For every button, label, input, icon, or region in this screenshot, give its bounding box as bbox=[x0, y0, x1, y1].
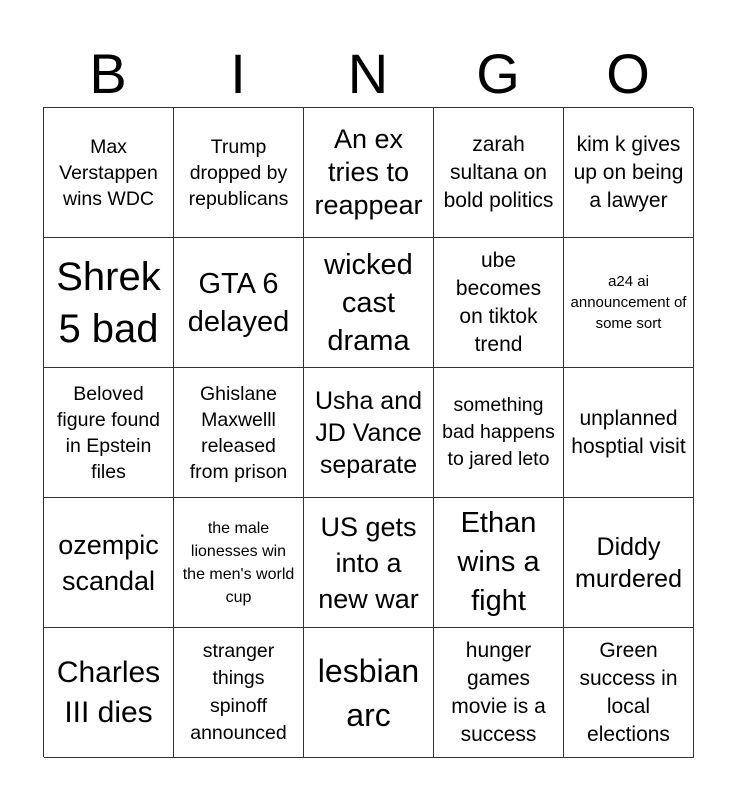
cell-text: wicked cast drama bbox=[324, 248, 413, 357]
bingo-cell-n5[interactable] bbox=[304, 628, 434, 758]
bingo-cell-n3[interactable] bbox=[304, 368, 434, 498]
cell-text: something bad happens to jared leto bbox=[442, 394, 555, 470]
bingo-cell-g4[interactable] bbox=[434, 498, 564, 628]
cell-text: Shrek 5 bad bbox=[56, 254, 161, 351]
bingo-cell-g3[interactable] bbox=[434, 368, 564, 498]
cell-text: Charles III dies bbox=[56, 655, 161, 729]
cell-text: Beloved figure found in Epstein files bbox=[57, 382, 160, 483]
header-letter-g: G bbox=[476, 42, 520, 105]
cell-text: unplanned hosptial visit bbox=[571, 406, 686, 458]
cell-text: Green success in local elections bbox=[579, 638, 678, 746]
bingo-cell-i1[interactable] bbox=[174, 108, 304, 238]
bingo-cell-b3[interactable] bbox=[44, 368, 174, 498]
cell-text: Max Verstappen wins WDC bbox=[59, 135, 158, 210]
cell-text: stranger things spinoff announced bbox=[190, 639, 287, 744]
bingo-cell-b5[interactable] bbox=[44, 628, 174, 758]
cell-text: lesbian arc bbox=[317, 652, 420, 733]
bingo-cell-g2[interactable] bbox=[434, 238, 564, 368]
cell-text: zarah sultana on bold politics bbox=[443, 132, 554, 212]
bingo-cell-o2[interactable] bbox=[564, 238, 694, 368]
bingo-cell-i5[interactable] bbox=[174, 628, 304, 758]
header-letter-n: N bbox=[347, 42, 389, 105]
cell-text: Ghislane Maxwelll released from prison bbox=[189, 382, 288, 483]
bingo-cell-g5[interactable] bbox=[434, 628, 564, 758]
bingo-cell-i3[interactable] bbox=[174, 368, 304, 498]
cell-text: ozempic scandal bbox=[58, 529, 159, 596]
header-letter-o: O bbox=[606, 42, 650, 105]
cell-text: the male lionesses win the men's world cup bbox=[182, 519, 295, 606]
header-letter-i: I bbox=[230, 42, 246, 105]
bingo-board bbox=[43, 107, 693, 757]
cell-text: Trump dropped by republicans bbox=[188, 135, 289, 210]
cell-text: US gets into a new war bbox=[318, 511, 419, 614]
cell-text: Ethan wins a fight bbox=[457, 507, 540, 617]
cell-text: Diddy murdered bbox=[575, 532, 682, 593]
bingo-cell-b4[interactable] bbox=[44, 498, 174, 628]
bingo-cell-o5[interactable] bbox=[564, 628, 694, 758]
bingo-cell-n2[interactable] bbox=[304, 238, 434, 368]
cell-text: ube becomes on tiktok trend bbox=[455, 248, 542, 356]
bingo-cell-o1[interactable] bbox=[564, 108, 694, 238]
bingo-cell-b1[interactable] bbox=[44, 108, 174, 238]
bingo-cell-i2[interactable] bbox=[174, 238, 304, 368]
bingo-cell-i4[interactable] bbox=[174, 498, 304, 628]
bingo-cell-o3[interactable] bbox=[564, 368, 694, 498]
bingo-cell-n1[interactable] bbox=[304, 108, 434, 238]
cell-text: kim k gives up on being a lawyer bbox=[573, 132, 684, 212]
bingo-cell-n4[interactable] bbox=[304, 498, 434, 628]
bingo-cell-g1[interactable] bbox=[434, 108, 564, 238]
bingo-cell-b2[interactable] bbox=[44, 238, 174, 368]
header-letter-b: B bbox=[89, 42, 127, 105]
cell-text: An ex tries to reappear bbox=[314, 124, 423, 220]
cell-text: a24 ai announcement of some sort bbox=[570, 273, 687, 332]
cell-text: Usha and JD Vance separate bbox=[314, 386, 423, 479]
cell-text: GTA 6 delayed bbox=[187, 267, 290, 338]
bingo-header bbox=[43, 44, 693, 104]
bingo-cell-o4[interactable] bbox=[564, 498, 694, 628]
cell-text: hunger games movie is a success bbox=[451, 638, 546, 746]
